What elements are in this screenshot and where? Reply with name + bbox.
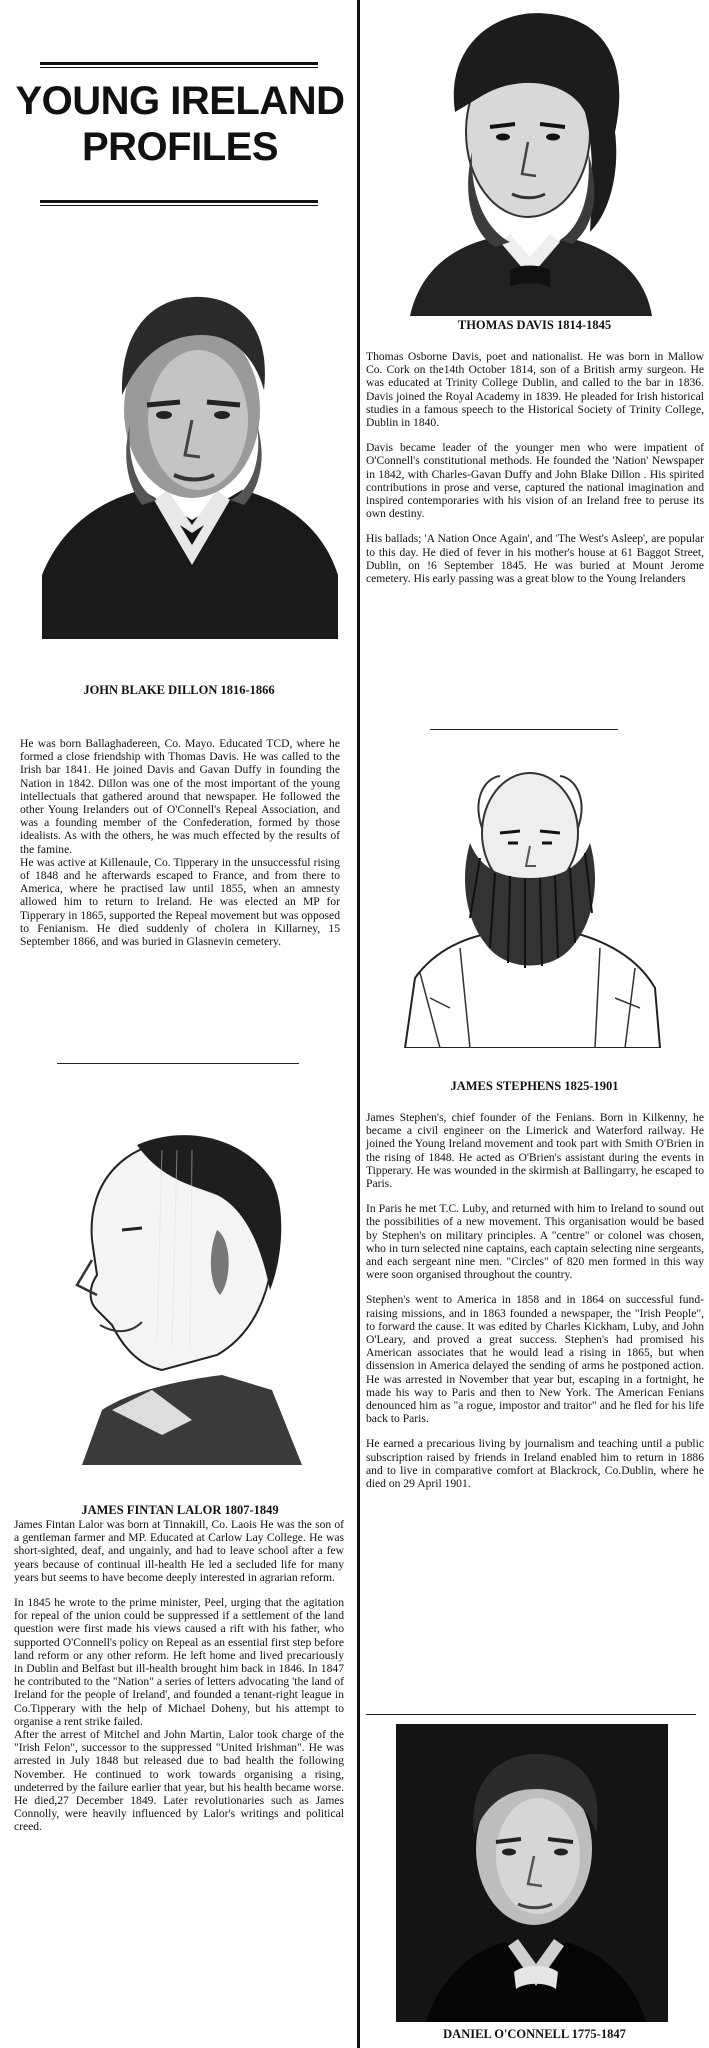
section-rule: [57, 1063, 299, 1064]
oconnell-caption: DANIEL O'CONNELL 1775-1847: [443, 2027, 626, 2041]
stephens-caption: JAMES STEPHENS 1825-1901: [450, 1079, 619, 1093]
section-rule: [430, 729, 618, 730]
davis-bio: [366, 350, 704, 585]
dark-portrait-engraving-icon: [396, 1724, 668, 2022]
davis-paragraph-3: His ballads; 'A Nation Once Again', and 'The West's Asleep', are popular to this day. He died of fever in his mother's house at 61 Baggot Street, Dublin, on !6 September 1845. He was buried at Mount Jerome cemetery. His early passing was a great blow to the Young Irelanders: [366, 532, 704, 586]
title-rule-bottom: [40, 200, 318, 206]
lalor-caption: JAMES FINTAN LALOR 1807-1849: [81, 1503, 279, 1517]
stephens-portrait: [400, 758, 665, 1048]
dillon-bio: [20, 737, 340, 960]
lalor-paragraph-3: After the arrest of Mitchel and John Martin, Lalor took charge of the "Irish Felon", successor to the suppressed "United Irishman". He was arrested in July 1848 but released due to bad health the following November. He continued to work towards organising a rising, undeterred by the failure earlier that year, but his health became worse. He died,27 December 1849. Later revolutionaries such as James Connolly, were heavily influenced by Lalor's writings and political creed.: [14, 1728, 344, 1834]
profile-engraving-icon: [42, 1090, 312, 1465]
lalor-paragraph-1: James Fintan Lalor was born at Tinnakill, Co. Laois He was the son of a gentleman farmer and MP. Educated at Carlow Lay College. He was short-sighted, deaf, and ungainly, and had to leave school after a few years because of continual ill-health He led a secluded life for many years but seems to have become deeply interested in agrarian reform.: [14, 1518, 344, 1584]
stephens-paragraph-2: In Paris he met T.C. Luby, and returned with him to Ireland to sound out the possibilities of a new movement. This organisation would be based by Stephen's on military principles. A "centre" or colonel was chosen, who in turn selected nine captains, each captain selecting nine sergeants, and each sergeant nine men. "Circles" of 820 men formed in this way were soon organised throughout the country.: [366, 1202, 704, 1282]
title-line-2: PROFILES: [81, 125, 279, 169]
oconnell-portrait: [396, 1724, 668, 2022]
title-line-1: YOUNG IRELAND: [15, 79, 345, 123]
bearded-portrait-engraving-icon: [400, 758, 665, 1048]
dillon-portrait: [42, 275, 338, 639]
davis-portrait: [400, 2, 662, 316]
stephens-paragraph-4: He earned a precarious living by journalism and teaching until a public subscription raised by friends in Ireland enabled him to return in 1886 and to live in comparative comfort at Blackrock, Co.Dublin, where he died on 29 April 1901.: [366, 1437, 704, 1491]
stephens-paragraph-3: Stephen's went to America in 1858 and in 1864 on successful fund-raising missions, and in 1863 founded a newspaper, the "Irish People", to forward the cause. It was edited by Charles Kickham, Luby, and John O'Leary, and proved a great success. Stephen's had promised his American associates that he would lead a rising in 1865, but when dissension in America delayed the sending of arms he postponed action. He was arrested in November that year but, escaping in a fortnight, he made his way to Paris and then to New York. The American Fenians denounced him as "a rogue, impostor and traitor" and he fled for his life back to Paris.: [366, 1293, 704, 1426]
right-column: [360, 0, 709, 2048]
portrait-engraving-icon: [42, 275, 338, 639]
dillon-caption: JOHN BLAKE DILLON 1816-1866: [83, 683, 275, 697]
section-rule: [366, 1714, 696, 1715]
title-rule-top: [40, 62, 318, 68]
lalor-paragraph-2: In 1845 he wrote to the prime minister, Peel, urging that the agitation for repeal of the union could be suppressed if a settlement of the land question were first made his views caused a rift with his father, who supported O'Connell's policy on Repeal as an essential first step before land reform or any other reform. He left home and lived precariously in Dublin and Belfast but ill-health brought him back in 1846. In 1847 he contributed to the "Nation" a series of letters advocating 'the land of Ireland for the people of Ireland', and founded a tenant-right league in Co.Tipperary with the help of Michael Doheny, but his attempt to organise a rent strike failed.: [14, 1596, 344, 1728]
davis-paragraph-1: Thomas Osborne Davis, poet and nationalist. He was born in Mallow Co. Cork on the14th October 1814, son of a British army surgeon. He was educated at Trinity College Dublin, and called to the bar in 1836. Davis joined the Royal Academy in 1839. He pleaded for Irish historical studies in a famous speech to the Historical Society of Trinity College, Dublin in 1840.: [366, 350, 704, 430]
stephens-paragraph-1: James Stephen's, chief founder of the Fenians. Born in Kilkenny, he became a civil engineer on the Limerick and Waterford railway. He joined the Young Ireland movement and took part with Smith O'Brien in the rising of 1848. He acted as O'Brien's assistant during the events in Tipperary. He was wounded in the skirmish at Ballingarry, he escaped to Paris.: [366, 1111, 704, 1191]
dillon-paragraph-2: He was active at Killenaule, Co. Tipperary in the unsuccessful rising of 1848 and he afterwards escaped to France, and from there to America, where he practised law until 1855, when an amnesty allowed him to return to Ireland. He was elected an MP for Tipperary in 1865, supported the Repeal movement but was opposed to Fenianism. He died suddenly of cholera in Killarney, 15 September 1866, and was buried in Glasnevin cemetery.: [20, 855, 340, 949]
davis-caption: THOMAS DAVIS 1814-1845: [457, 318, 612, 332]
stephens-bio: [366, 1111, 704, 1490]
page-title: [10, 78, 350, 170]
dillon-paragraph-1: He was born Ballaghadereen, Co. Mayo. Educated TCD, where he formed a close friendship with Thomas Davis. He was called to the Irish bar 1841. He joined Davis and Gavan Duffy in founding the Nation in 1842. Dillon was one of the most important of the young intellectuals that gathered around that newspaper. He followed the other Young Irelanders out of O'Connell's Repeal Association, and was a founding member of the Confederation, formed by those idealists. As with the others, he was much effected by the results of the famine.: [20, 737, 340, 856]
lalor-bio: [14, 1518, 344, 1834]
lalor-portrait: [42, 1090, 312, 1465]
portrait-engraving-icon: [400, 2, 662, 316]
davis-paragraph-2: Davis became leader of the younger men who were impatient of O'Connell's constitutional methods. He founded the 'Nation' Newspaper in 1842, with Charles-Gavan Duffy and John Blake Dillon . His spirited contributions in prose and verse, captured the national imagination and inspired contemporaries with his vision of an Ireland free to peruse its own destiny.: [366, 441, 704, 521]
